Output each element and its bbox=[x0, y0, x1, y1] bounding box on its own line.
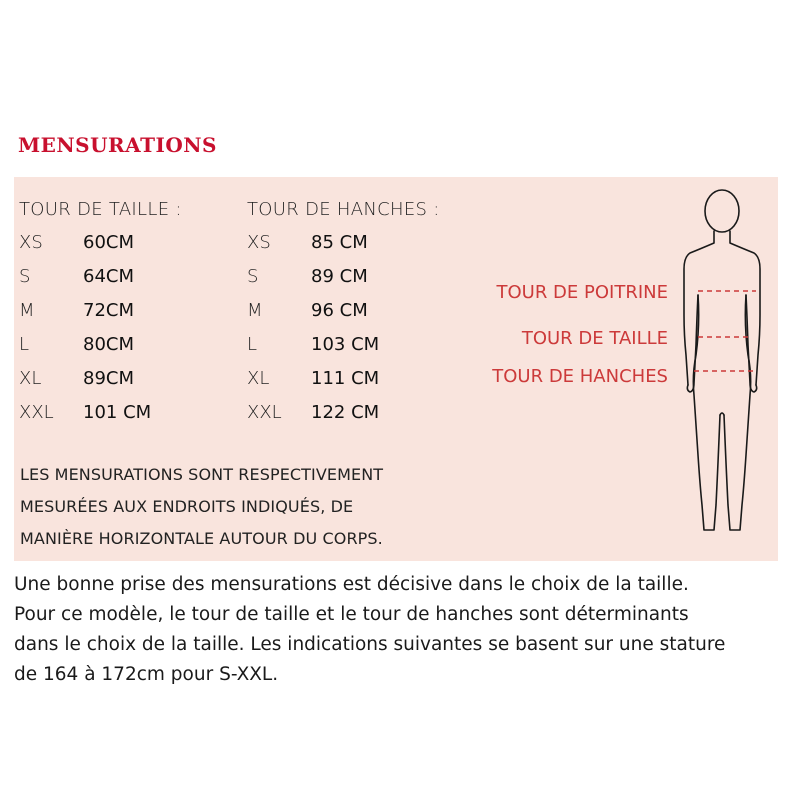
size-value: 96 CM bbox=[311, 300, 368, 321]
size-label: XS bbox=[19, 232, 43, 253]
size-label: XL bbox=[247, 368, 270, 389]
description-line: Pour ce modèle, le tour de taille et le tour de hanches sont déterminants bbox=[14, 604, 689, 625]
table-row bbox=[247, 368, 447, 394]
table-row bbox=[247, 266, 447, 292]
hips-heading: TOUR DE HANCHES : bbox=[247, 199, 440, 220]
size-value: 122 CM bbox=[311, 402, 380, 423]
table-row bbox=[247, 300, 447, 326]
table-row bbox=[19, 402, 219, 428]
size-label: XS bbox=[247, 232, 271, 253]
table-row bbox=[19, 368, 219, 394]
description-text bbox=[14, 570, 784, 690]
table-row bbox=[19, 232, 219, 258]
size-value: 80CM bbox=[83, 334, 135, 355]
note-line: LES MENSURATIONS SONT RESPECTIVEMENT bbox=[20, 465, 384, 484]
size-value: 89 CM bbox=[311, 266, 368, 287]
table-row bbox=[247, 402, 447, 428]
table-row bbox=[247, 232, 447, 258]
size-value: 103 CM bbox=[311, 334, 380, 355]
size-label: L bbox=[19, 334, 30, 355]
table-row bbox=[19, 266, 219, 292]
size-label: XL bbox=[19, 368, 42, 389]
table-row bbox=[247, 334, 447, 360]
size-label: XXL bbox=[19, 402, 54, 423]
waist-heading: TOUR DE TAILLE : bbox=[19, 199, 182, 220]
size-label: XXL bbox=[247, 402, 282, 423]
size-label: S bbox=[19, 266, 31, 287]
measurement-note bbox=[20, 459, 440, 555]
table-row bbox=[19, 300, 219, 326]
size-value: 85 CM bbox=[311, 232, 368, 253]
size-label: M bbox=[19, 300, 35, 321]
size-label: M bbox=[247, 300, 263, 321]
size-value: 101 CM bbox=[83, 402, 152, 423]
table-row bbox=[19, 334, 219, 360]
waist-measure-label: TOUR DE TAILLE bbox=[521, 328, 668, 349]
hips-measure-label: TOUR DE HANCHES bbox=[492, 366, 668, 387]
size-value: 60CM bbox=[83, 232, 135, 253]
description-line: dans le choix de la taille. Les indications suivantes se basent sur une stature bbox=[14, 634, 726, 655]
page-title: MENSURATIONS bbox=[18, 133, 217, 157]
size-label: S bbox=[247, 266, 259, 287]
size-value: 64CM bbox=[83, 266, 135, 287]
size-value: 111 CM bbox=[311, 368, 380, 389]
size-value: 72CM bbox=[83, 300, 135, 321]
note-line: MANIÈRE HORIZONTALE AUTOUR DU CORPS. bbox=[20, 529, 383, 548]
size-value: 89CM bbox=[83, 368, 135, 389]
chest-measure-label: TOUR DE POITRINE bbox=[496, 282, 668, 303]
description-line: de 164 à 172cm pour S-XXL. bbox=[14, 664, 279, 685]
note-line: MESURÉES AUX ENDROITS INDIQUÉS, DE bbox=[20, 497, 354, 516]
description-line: Une bonne prise des mensurations est décisive dans le choix de la taille. bbox=[14, 574, 689, 595]
size-label: L bbox=[247, 334, 258, 355]
body-silhouette-icon bbox=[660, 185, 778, 541]
